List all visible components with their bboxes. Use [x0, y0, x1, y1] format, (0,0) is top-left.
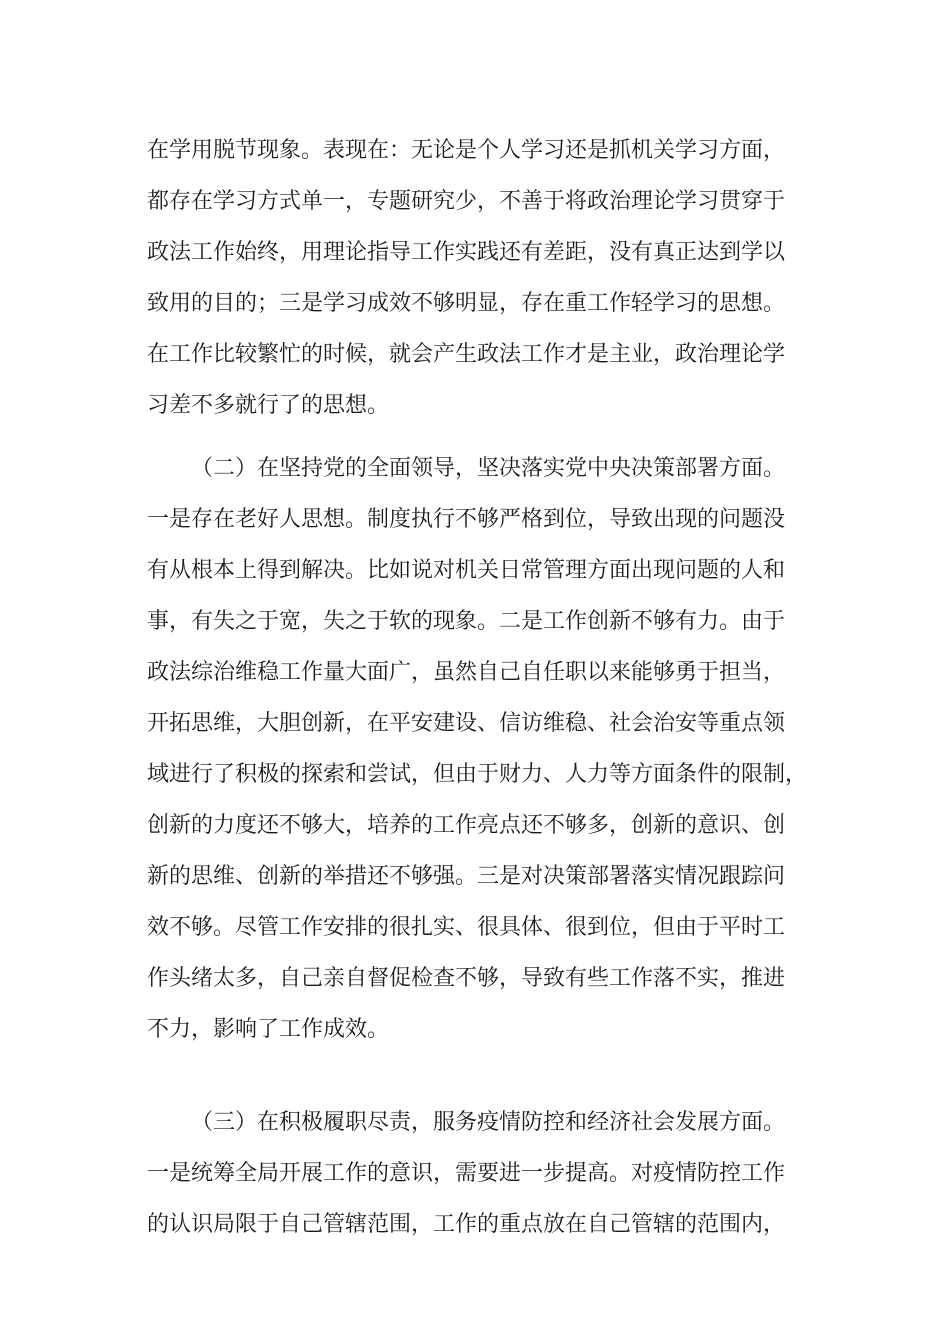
text-line: 创新的力度还不够大，培养的工作亮点还不够多，创新的意识、创	[147, 813, 786, 838]
text-line: 的认识局限于自己管辖范围，工作的重点放在自己管辖的范围内，	[147, 1212, 786, 1237]
text-line: 一是统筹全局开展工作的意识，需要进一步提高。对疫情防控工作	[147, 1161, 786, 1186]
text-line: 作头绪太多，自己亲自督促检查不够，导致有些工作落不实，推进	[147, 966, 786, 991]
section-heading-line: （三）在积极履职尽责，服务疫情防控和经济社会发展方面。	[191, 1110, 786, 1135]
text-line: 事，有失之于宽，失之于软的现象。二是工作创新不够有力。由于	[147, 609, 786, 634]
paragraph-section-three	[147, 1097, 807, 1250]
text-line: 域进行了积极的探索和尝试，但由于财力、人力等方面条件的限制，	[147, 762, 808, 787]
text-line: 不力，影响了工作成效。	[147, 1017, 390, 1042]
text-line: 政法工作始终，用理论指导工作实践还有差距，没有真正达到学以	[147, 240, 786, 265]
text-line: 新的思维、创新的举措还不够强。三是对决策部署落实情况跟踪问	[147, 864, 786, 889]
text-line: 开拓思维，大胆创新，在平安建设、信访维稳、社会治安等重点领	[147, 711, 786, 736]
paragraph-section-two	[147, 443, 807, 1055]
text-line: 效不够。尽管工作安排的很扎实、很具体、很到位，但由于平时工	[147, 915, 786, 940]
text-line: 习差不多就行了的思想。	[147, 393, 390, 418]
text-line: 一是存在老好人思想。制度执行不够严格到位，导致出现的问题没	[147, 507, 786, 532]
text-line: 有从根本上得到解决。比如说对机关日常管理方面出现问题的人和	[147, 558, 786, 583]
text-line: 致用的目的；三是学习成效不够明显，存在重工作轻学习的思想。	[147, 291, 786, 316]
text-line: 都存在学习方式单一，专题研究少，不善于将政治理论学习贯穿于	[147, 189, 786, 214]
section-heading-line: （二）在坚持党的全面领导，坚决落实党中央决策部署方面。	[191, 456, 786, 481]
text-line: 在工作比较繁忙的时候，就会产生政法工作才是主业，政治理论学	[147, 342, 786, 367]
text-line: 政法综治维稳工作量大面广，虽然自己自任职以来能够勇于担当，	[147, 660, 786, 685]
text-line: 在学用脱节现象。表现在：无论是个人学习还是抓机关学习方面，	[147, 138, 786, 163]
paragraph-study	[147, 125, 807, 431]
